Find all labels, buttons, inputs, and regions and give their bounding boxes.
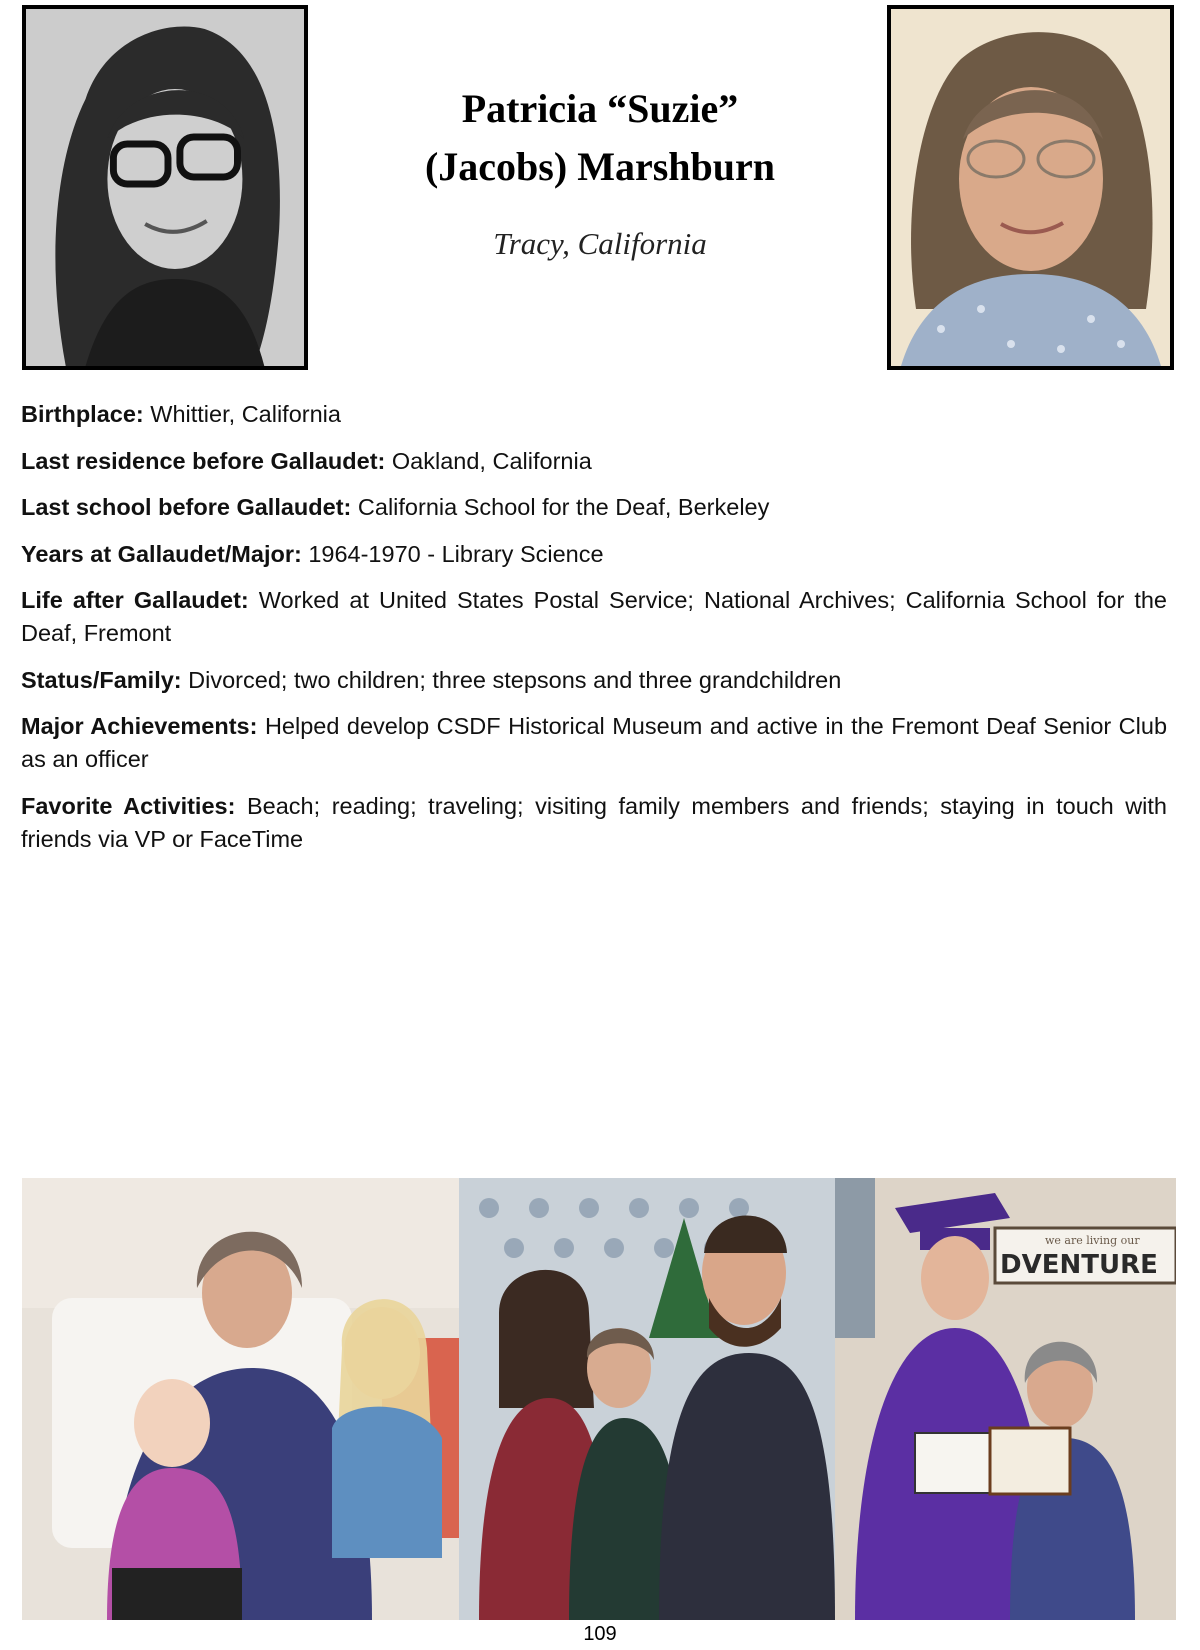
person-name-line-1: Patricia “Suzie” [461,86,739,131]
years-major-entry [21,538,1167,571]
current-portrait-photo [887,5,1174,370]
entry-value: Whittier, California [150,401,341,427]
entry-label: Status/Family: [21,666,182,693]
entry-value: Helped develop CSDF Historical Museum and active in the Fremont Deaf Senior Club as an officer [21,713,1168,772]
entry-value: California School for the Deaf, Berkeley [357,494,770,520]
entry-value: 1964-1970 - Library Science [308,540,604,567]
family-photo-collage [22,1178,1176,1620]
entry-label: Life after Gallaudet: [21,587,249,613]
last-school-entry [21,491,1167,524]
entry-value: Oakland, California [391,447,592,474]
sign-small-text: we are living our [1045,1234,1140,1247]
family-gathering-photo [459,1178,835,1620]
yearbook-portrait-photo [22,5,308,370]
entry-label: Favorite Activities: [21,792,236,819]
entry-value: Divorced; two children; three stepsons and three grandchildren [188,666,842,693]
birthplace-entry [21,398,1167,431]
entry-value: Beach; reading; traveling; visiting family members and friends; staying in touch with friends via VP or FaceTime [21,792,1167,852]
favorite-activities-entry [21,790,1167,856]
entry-label: Years at Gallaudet/Major: [21,540,302,567]
achievements-entry [21,710,1167,776]
grandchildren-photo [22,1178,459,1620]
last-residence-entry [21,445,1167,478]
entry-label: Birthplace: [21,401,144,427]
entry-value: Worked at United States Postal Service; National Archives; California School for the Deaf, Fremont [21,587,1168,646]
page-number: 109 [583,1623,617,1645]
entry-label: Last school before Gallaudet: [21,494,352,520]
entry-label: Major Achievements: [21,713,258,739]
graduation-photo [835,1178,1176,1620]
profile-details [21,398,1167,869]
status-family-entry [21,664,1167,697]
sign-adventure-text: DVENTURE [1000,1250,1158,1280]
person-location: Tracy, California [493,226,707,261]
life-after-entry [21,584,1167,650]
profile-header [330,80,870,262]
entry-label: Last residence before Gallaudet: [21,447,386,474]
person-name-line-2: (Jacobs) Marshburn [424,144,776,189]
